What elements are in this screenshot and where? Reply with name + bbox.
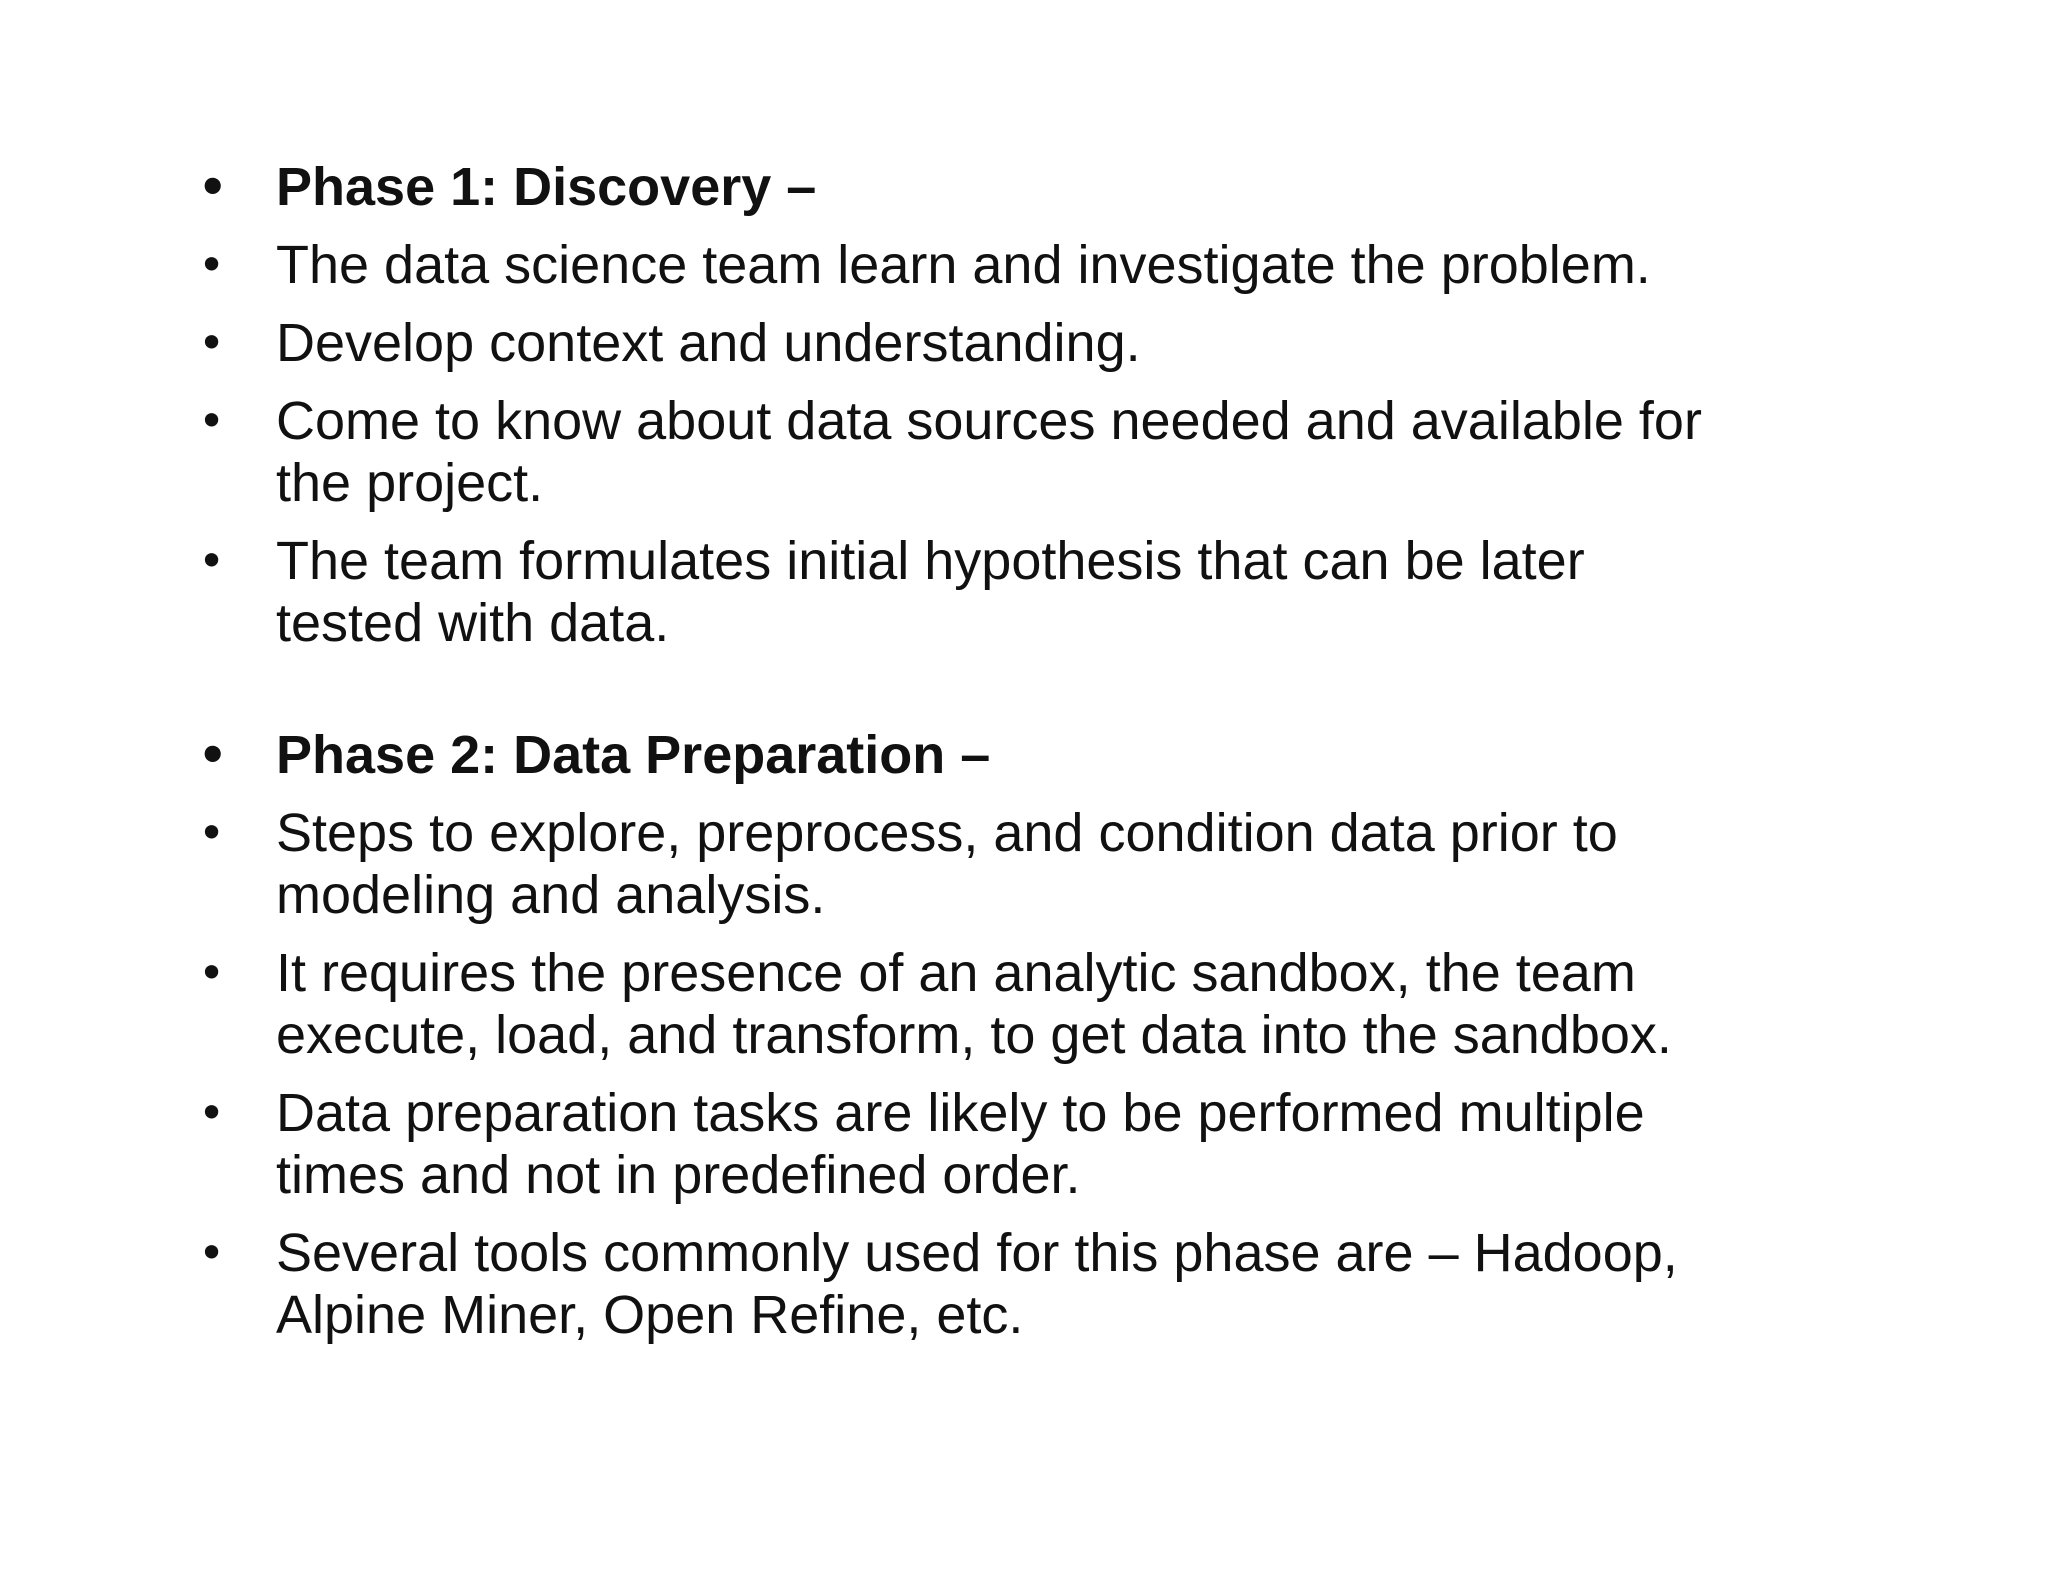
phase-2-bullet-2-line-1: • It requires the presence of an analytic sandbox, the team — [276, 943, 1636, 1003]
phase-1-bullet-1 — [198, 234, 1898, 296]
phase-1-bullet-4-line-1: • The team formulates initial hypothesis that can be later — [276, 531, 1585, 591]
phase-2-bullet-3-line-2: times and not in predefined order. — [276, 1145, 1081, 1205]
phase-2-bullet-2 — [198, 942, 1898, 1066]
phase-1-bullet-3 — [198, 390, 1898, 514]
phase-1-bullet-4 — [198, 530, 1898, 654]
phase-1-bullet-1-line-1: • The data science team learn and investigate the problem. — [276, 235, 1651, 295]
phase-2-bullet-3-line-1: • Data preparation tasks are likely to be performed multiple — [276, 1083, 1645, 1143]
phase-1-bullet-4-line-2: tested with data. — [276, 593, 670, 653]
phase-1-bullet-2-line-1: • Develop context and understanding. — [276, 313, 1141, 373]
phase-2-bullet-1-line-1: • Steps to explore, preprocess, and condition data prior to — [276, 803, 1618, 863]
phase-2-bullet-1 — [198, 802, 1898, 926]
phase-2-heading-text: Phase 2: Data Preparation – — [276, 725, 991, 785]
phase-2-bullet-4-line-1: • Several tools commonly used for this phase are – Hadoop, — [276, 1223, 1678, 1283]
phase-2-bullet-3 — [198, 1082, 1898, 1206]
phase-2-bullet-4-line-2: Alpine Miner, Open Refine, etc. — [276, 1285, 1024, 1345]
phase-1-heading — [198, 156, 1898, 218]
bullet-list-container — [198, 156, 1898, 1362]
phase-1-heading-text: Phase 1: Discovery – — [276, 157, 817, 217]
phase-2-bullet-4 — [198, 1222, 1898, 1346]
phase-2-heading — [198, 724, 1898, 786]
phase-1-section — [198, 156, 1898, 654]
phase-2-bullet-1-line-2: modeling and analysis. — [276, 865, 826, 925]
phase-1-bullet-3-line-1: • Come to know about data sources needed and available for — [276, 391, 1702, 451]
phase-1-bullet-2 — [198, 312, 1898, 374]
phase-2-bullet-2-line-2: execute, load, and transform, to get data into the sandbox. — [276, 1005, 1672, 1065]
phase-2-section — [198, 724, 1898, 1346]
phase-1-bullet-3-line-2: the project. — [276, 453, 544, 513]
